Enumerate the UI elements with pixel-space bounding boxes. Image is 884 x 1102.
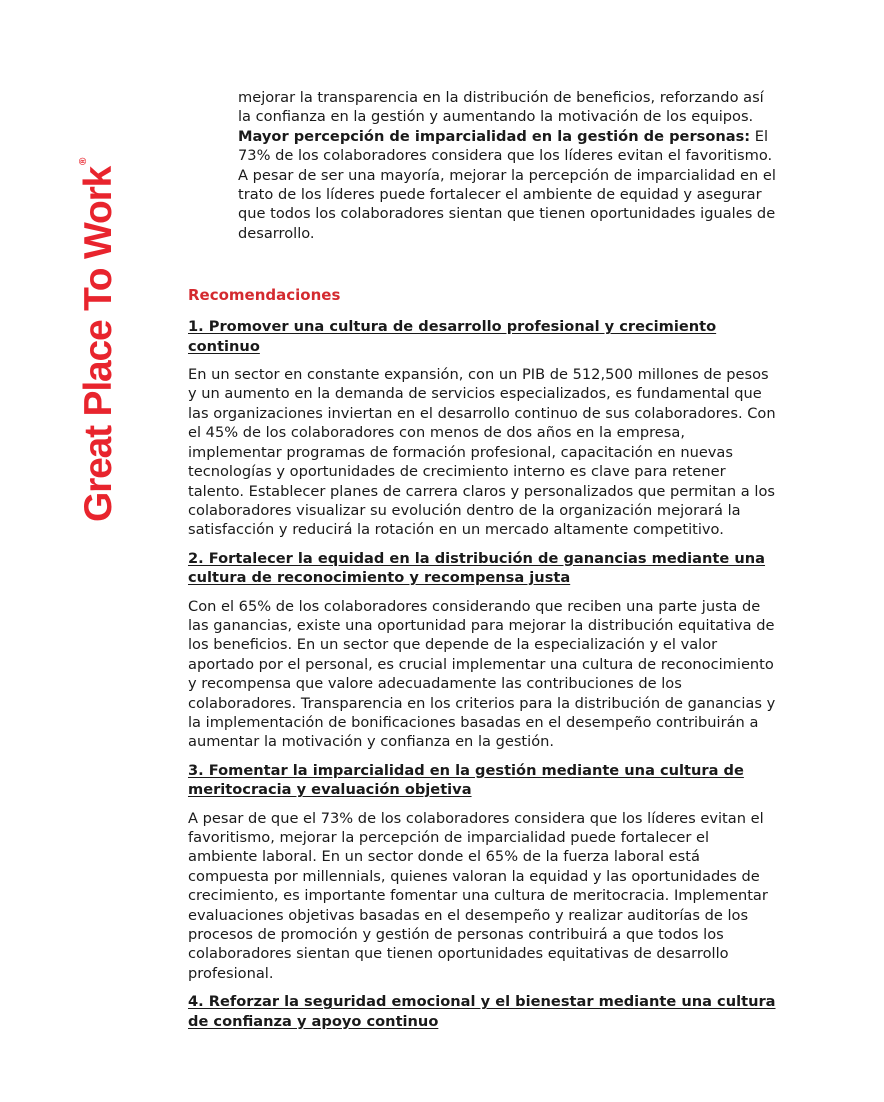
recommendation-1-body: En un sector en constante expansión, con un PIB de 512,500 millones de pesos y un aumento en la demanda de servicios especializados, es fundamental que las organizaciones inviertan en el desarrollo continuo de sus colaboradores. Con el 45% de los colaboradores con menos de dos años en la empresa, implementar programas de formación profesional, capacitación en nuevas tecnologías y oportunidades de crecimiento interno es clave para retener talento. Establecer planes de carrera claros y personalizados que permitan a los colaboradores visualizar su evolución dentro de la organización mejorará la satisfacción y reducirá la rotación en un mercado altamente competitivo. — [188, 366, 776, 539]
great-place-to-work-logo — [79, 158, 118, 522]
recommendation-3-body: A pesar de que el 73% de los colaboradores considera que los líderes evitan el favoritismo, mejorar la percepción de imparcialidad puede fortalecer el ambiente laboral. En un sector donde el 65% de la fuerza laboral está compuesta por millennials, quienes valoran la equidad y las oportunidades de crecimiento, es importante fomentar una cultura de meritocracia. Implementar evaluaciones objetivas basadas en el desempeño y realizar auditorías de los procesos de promoción y gestión de personas contribuirá a que todos los colaboradores sientan que tienen oportunidades equitativas de desarrollo profesional. — [188, 809, 768, 982]
recommendation-2-heading: 2. Fortalecer la equidad en la distribución de ganancias mediante una cultura de reconocimiento y recompensa justa — [188, 549, 766, 587]
recommendation-1-heading: 1. Promover una cultura de desarrollo profesional y crecimiento continuo — [188, 318, 717, 355]
intro-paragraph-2-text: El 73% de los colaboradores considera que los líderes evitan el favoritismo. A pesar de ser una mayoría, mejorar la percepción de imparcialidad en el trato de los líderes puede fortalecer el ambiente de equidad y asegurar que todos los colaboradores sientan que tienen oportunidades iguales de desarrollo. — [238, 127, 776, 242]
section-title: Recomendaciones — [188, 286, 341, 305]
document-body — [188, 88, 778, 1040]
intro-paragraph-1: mejorar la transparencia en la distribución de beneficios, reforzando así la confianza en la gestión y aumentando la motivación de los equipos. — [238, 89, 764, 126]
intro-paragraph-2 — [238, 127, 778, 243]
registered-mark: ® — [78, 157, 89, 165]
intro-paragraph-2-lead: Mayor percepción de imparcialidad en la gestión de personas: — [238, 127, 751, 145]
recommendation-2-body: Con el 65% de los colaboradores considerando que reciben una parte justa de las ganancias, existe una oportunidad para mejorar la distribución equitativa de los beneficios. En un sector que depende de la especialización y el valor aportado por el personal, es crucial implementar una cultura de reconocimiento y recompensa que valore adecuadamente las contribuciones de los colaboradores. Transparencia en los criterios para la distribución de ganancias y la implementación de bonificaciones basadas en el desempeño contribuirán a aumentar la motivación y confianza en la gestión. — [188, 597, 776, 751]
intro-block — [238, 88, 778, 243]
logo-text: Great Place To Work — [77, 166, 120, 522]
recommendation-3-heading: 3. Fomentar la imparcialidad en la gestión mediante una cultura de meritocracia y evaluación objetiva — [188, 761, 744, 799]
recommendation-4-heading: 4. Reforzar la seguridad emocional y el bienestar mediante una cultura de confianza y apoyo continuo — [188, 993, 776, 1030]
